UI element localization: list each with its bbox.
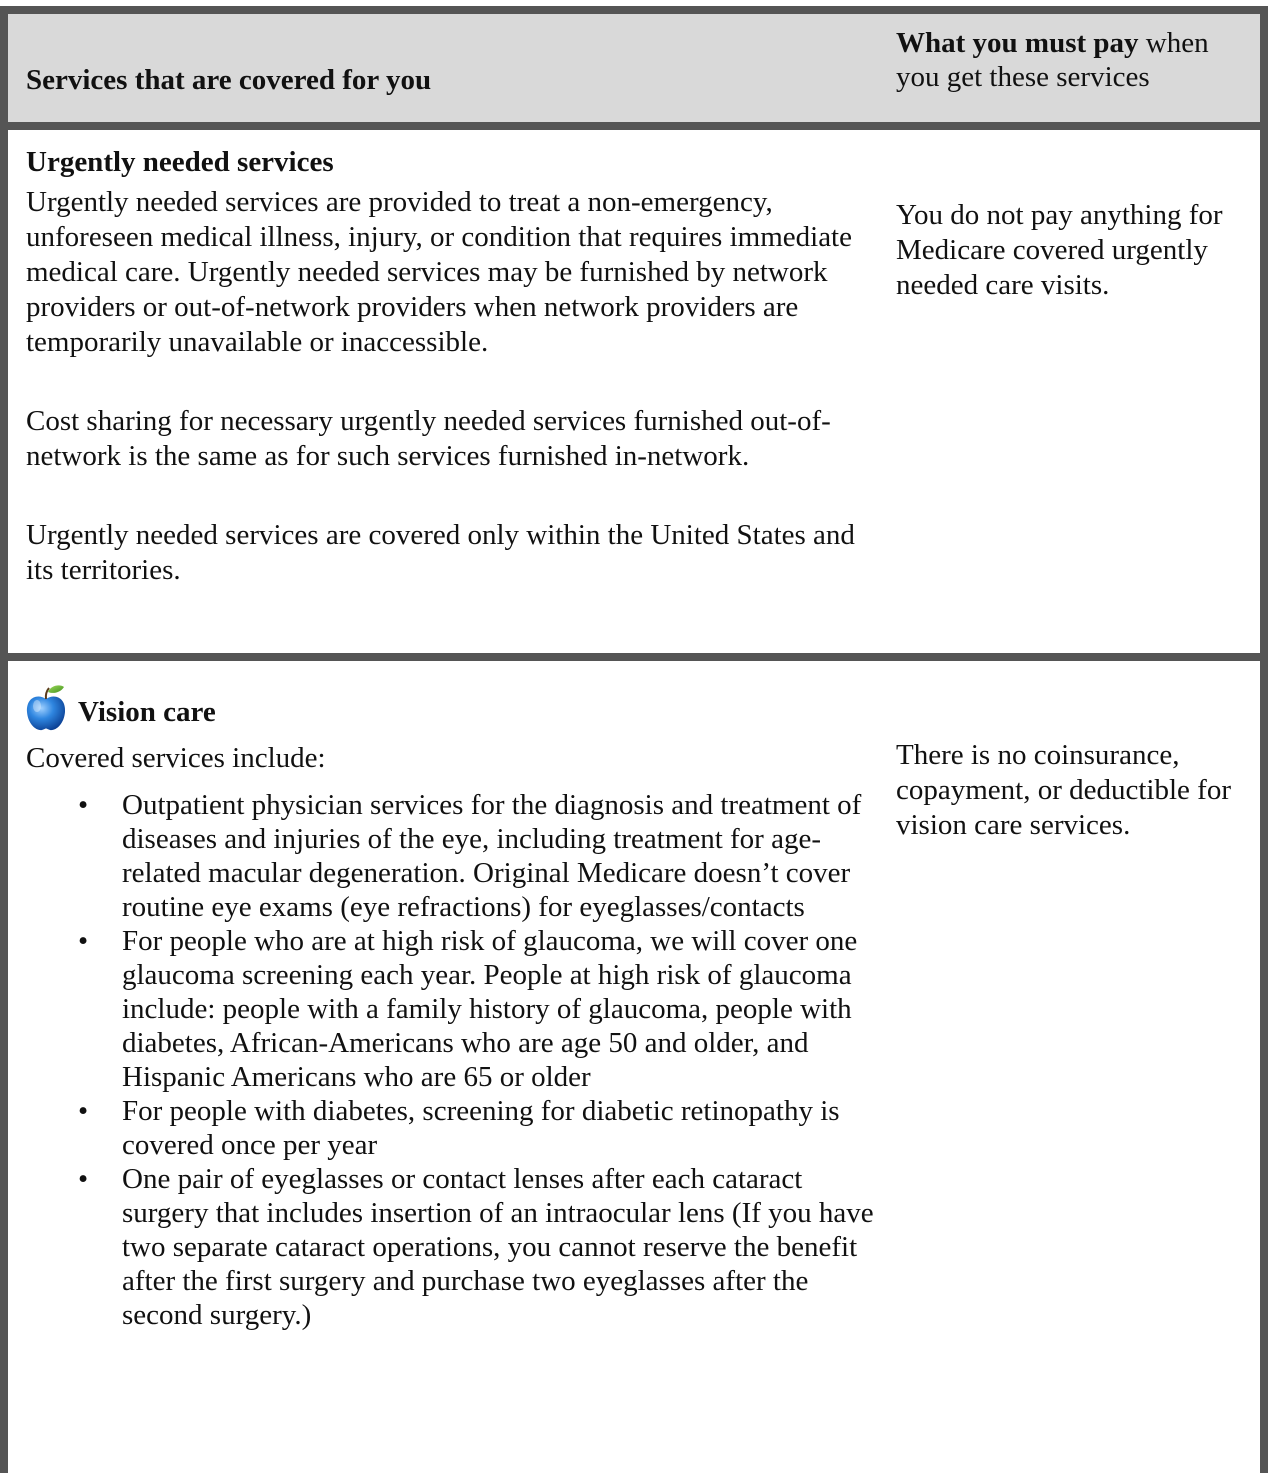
list-item-text: One pair of eyeglasses or contact lenses after each cataract surgery that includes insertion of an intraocular lens (If you have two separate cataract operations, you cannot reserve the benefit after the first surgery and purchase two eyeglasses after the second surgery.) (122, 1163, 874, 1331)
bullet-glyph: • (78, 925, 89, 957)
list-item (26, 788, 876, 924)
list-item-text: For people who are at high risk of glaucoma, we will cover one glaucoma screening each year. People at high risk of glaucoma include: people with a family history of glaucoma, people with diabetes, African-Americans who are age 50 and older, and Hispanic Americans who are 65 or older (122, 925, 858, 1093)
header-pay-column (896, 26, 1256, 94)
list-item (26, 1162, 876, 1332)
list-item (26, 1094, 876, 1162)
vision-care-title: Vision care (78, 696, 216, 728)
header-pay-bold: What you must pay (896, 27, 1139, 59)
urgent-description: Urgently needed services are provided to treat a non-emergency, unforeseen medical illness, injury, or condition that requires immediate medical care. Urgently needed services may be furnished by network providers or out-of-network providers when network providers are temporarily unavailable or inaccessible. (26, 186, 852, 358)
header-services-column: Services that are covered for you (26, 64, 432, 96)
list-item (26, 924, 876, 1094)
vision-pay-text: There is no coinsurance, copayment, or deductible for vision care services. (896, 739, 1231, 841)
header-pay-rest: when you get these services (896, 27, 1209, 93)
table-border-right (1260, 6, 1268, 1473)
urgent-pay-text: You do not pay anything for Medicare covered urgently needed care visits. (896, 199, 1223, 301)
bullet-glyph: • (78, 1163, 89, 1195)
list-item-text: For people with diabetes, screening for diabetic retinopathy is covered once per year (122, 1095, 840, 1161)
urgent-coverage-area: Urgently needed services are covered only within the United States and its territories. (26, 519, 855, 586)
row-divider (0, 653, 1268, 661)
benefits-table (0, 6, 1268, 1473)
bullet-glyph: • (78, 1095, 89, 1127)
list-item-text: Outpatient physician services for the diagnosis and treatment of diseases and injuries of the eye, including treatment for age-related macular degeneration. Original Medicare doesn’t cover routine eye exams (eye refractions) for eyeglasses/contacts (122, 789, 862, 923)
urgent-cost-sharing: Cost sharing for necessary urgently needed services furnished out-of-network is the same as for such services furnished in-network. (26, 405, 831, 472)
table-border-top (0, 6, 1268, 14)
urgent-services-title: Urgently needed services (26, 146, 334, 178)
header-divider (0, 122, 1268, 130)
vision-intro: Covered services include: (26, 742, 326, 774)
table-border-left (0, 6, 8, 1473)
apple-icon (24, 684, 68, 732)
bullet-glyph: • (78, 789, 89, 821)
vision-services-list (26, 788, 876, 1332)
